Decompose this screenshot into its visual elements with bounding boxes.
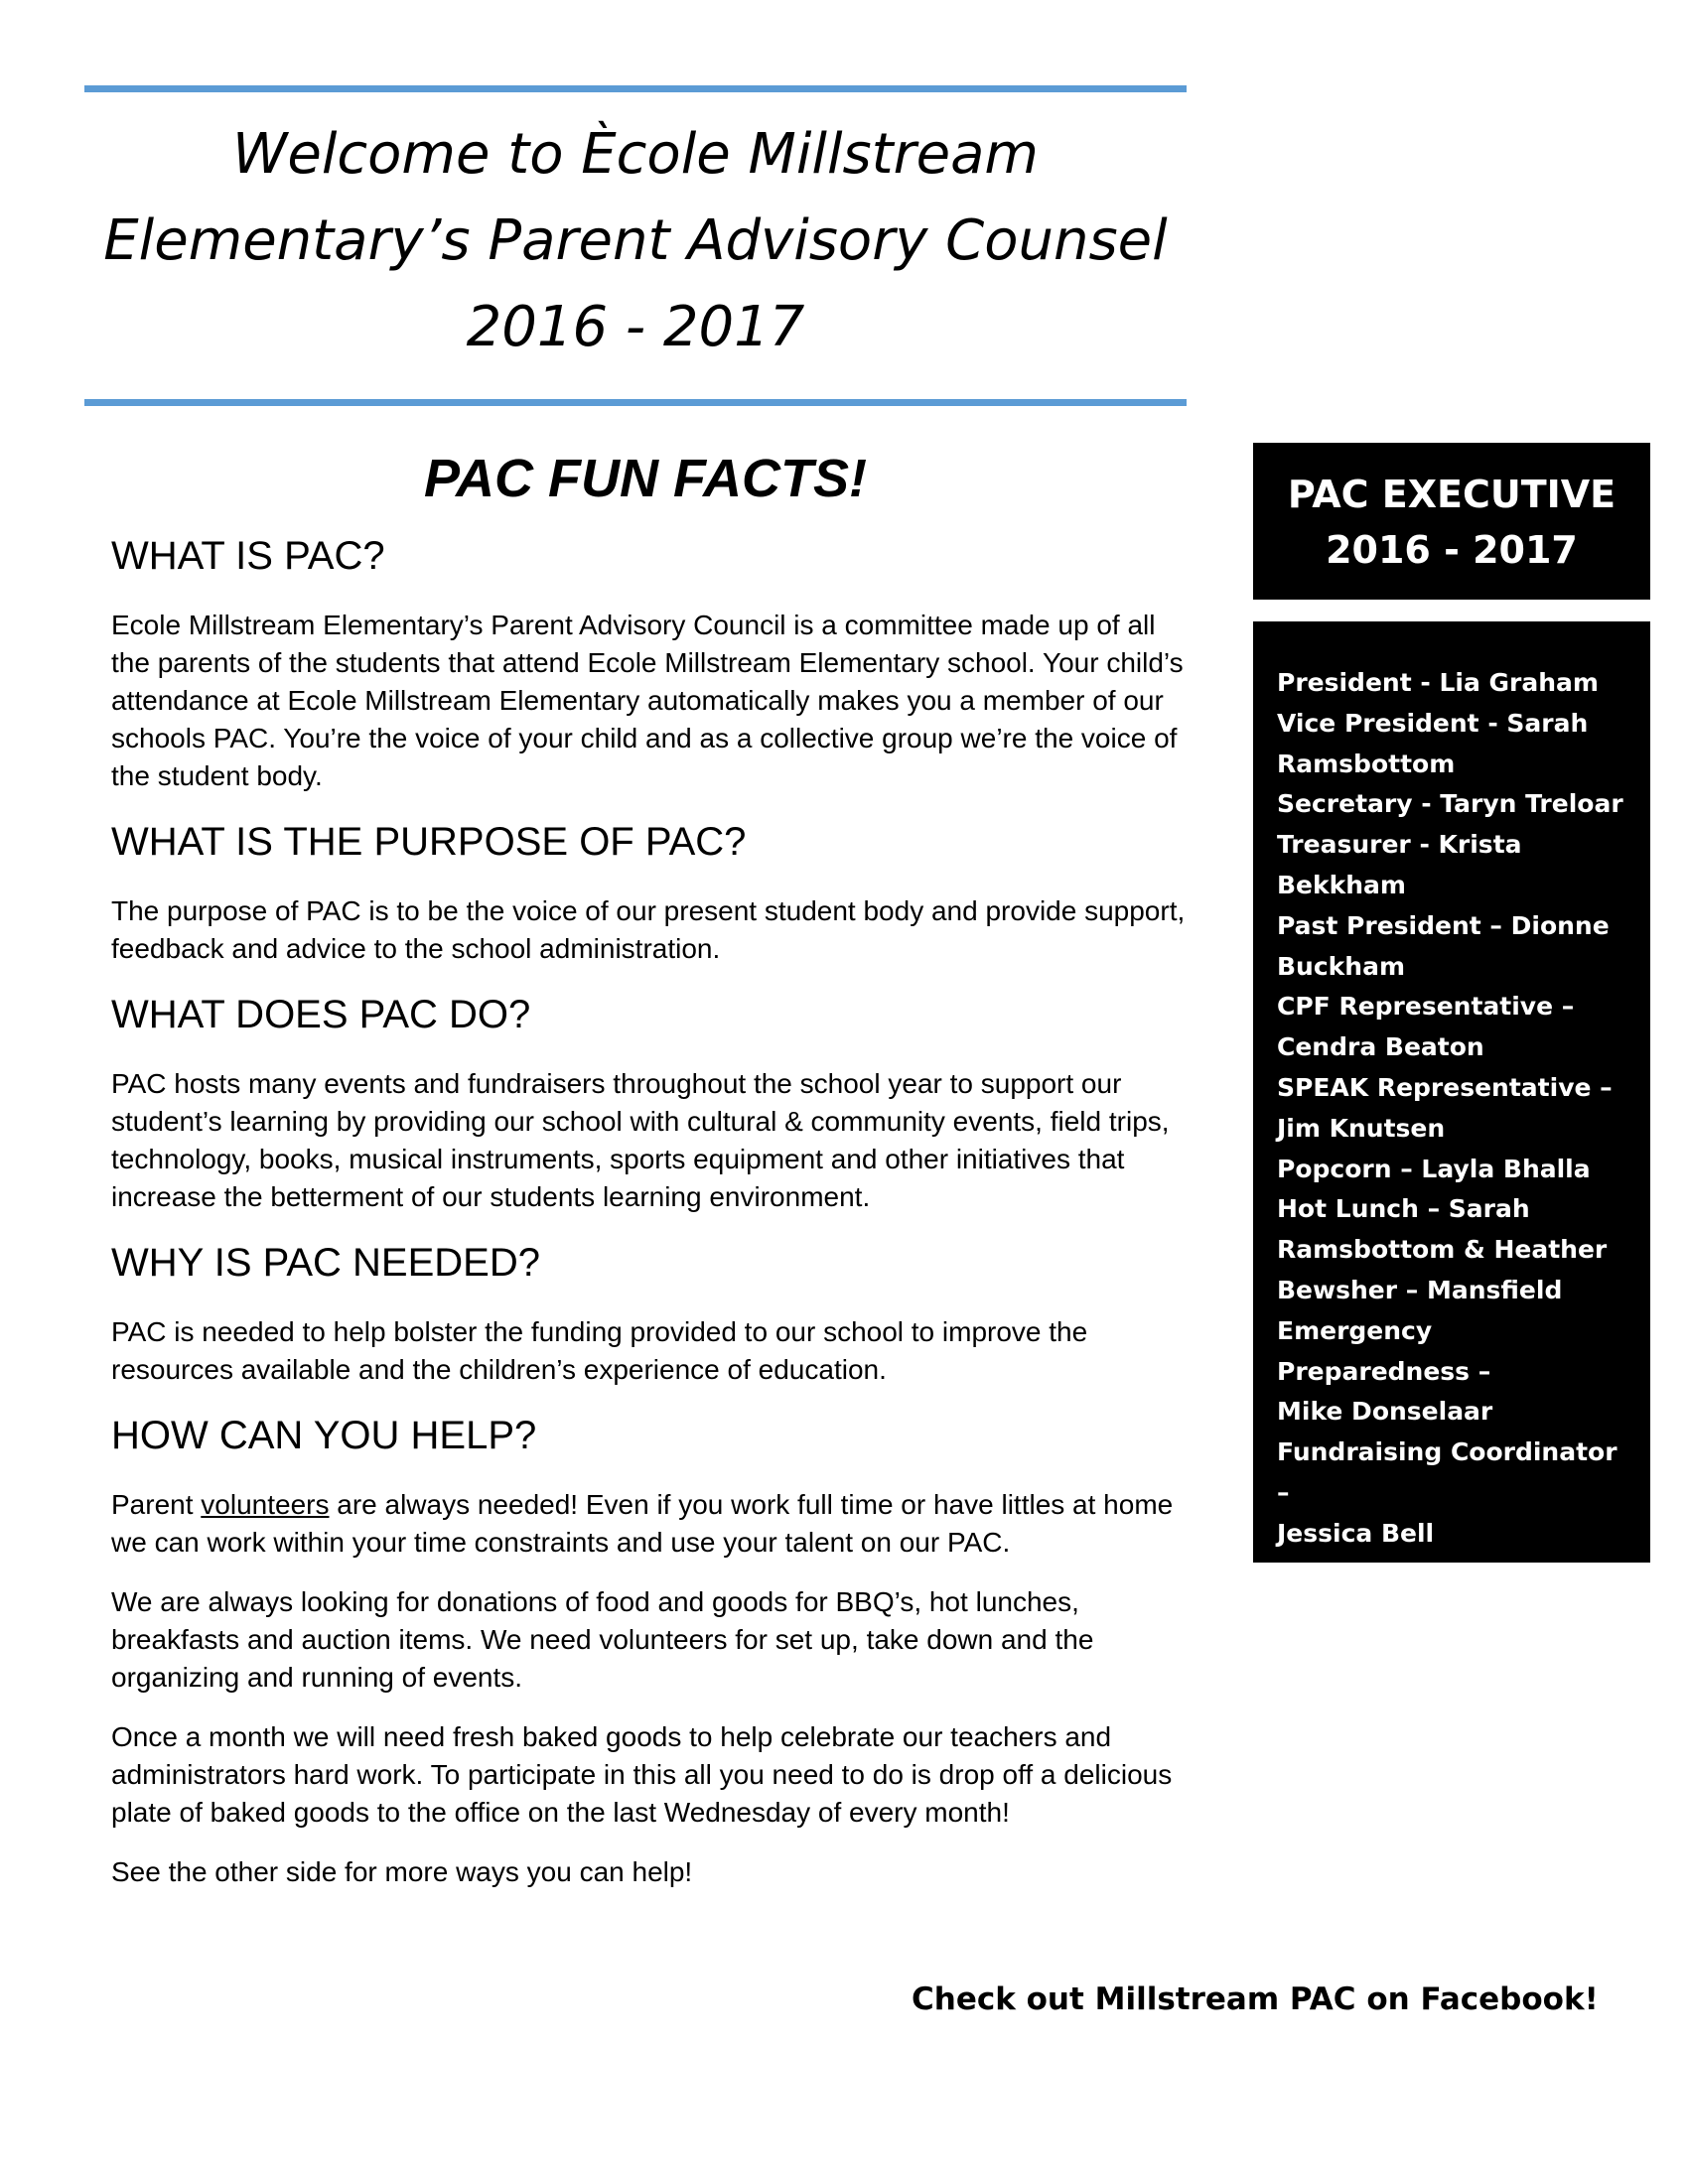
volunteers-link[interactable]: volunteers xyxy=(201,1489,330,1520)
help-paragraph-baked-goods: Once a month we will need fresh baked goods to help celebrate our teachers and administrators hard work. To participate in this all you need to do is drop off a delicious plate of baked goods to the office on the last Wednesday of every month! xyxy=(111,1721,1173,1828)
executive-line: President - Lia Graham xyxy=(1277,668,1599,697)
section-heading-help: HOW CAN YOU HELP? xyxy=(111,1414,537,1457)
top-divider xyxy=(84,85,1187,92)
executive-years: 2016 - 2017 xyxy=(1326,528,1578,572)
executive-line: Hot Lunch – Sarah xyxy=(1277,1194,1530,1224)
title-line-1: Welcome to Ècole Millstream xyxy=(232,122,1039,187)
section-text-does: PAC hosts many events and fundraisers throughout the school year to support our student’s learning by providing our school with cultural & community events, field trips, technology, books, musical instruments, sports equipment and other initiatives that increase the betterment of our students learning environment. xyxy=(111,1068,1170,1212)
section-heading-needed: WHY IS PAC NEEDED? xyxy=(111,1241,540,1285)
executive-line: Secretary - Taryn Treloar xyxy=(1277,789,1623,819)
help-paragraph-donations: We are always looking for donations of food and goods for BBQ’s, hot lunches, breakfasts and auction items. We need volunteers for set up, take down and the organizing and running of events. xyxy=(111,1586,1094,1693)
section-heading-does: WHAT DOES PAC DO? xyxy=(111,993,531,1036)
executive-line: Treasurer - Krista Bekkham xyxy=(1277,830,1522,899)
executive-line: Mike Donselaar xyxy=(1277,1397,1493,1427)
executive-line: Buckham xyxy=(1277,951,1406,981)
executive-line: CPF Representative – xyxy=(1277,992,1575,1022)
executive-line: Sign – Mark Ralph & Tracy xyxy=(1277,1559,1558,1629)
executive-line: Jessica Bell xyxy=(1277,1518,1435,1548)
help-text-after: are always needed! Even if you work full time or have littles at home we can work within your time constraints and use your talent on our PAC. xyxy=(111,1489,1174,1558)
section-text-needed: PAC is needed to help bolster the funding provided to our school to improve the resources available and the children’s experience of education. xyxy=(111,1316,1088,1385)
section-text-what-is: Ecole Millstream Elementary’s Parent Advisory Council is a committee made up of all the parents of the students that attend Ecole Millstream Elementary school. Your child’s attendance at Ecole Millstream Elementary automatically makes you a member of our schools PAC. You’re the voice of your child and as a collective group we’re the voice of the student body. xyxy=(111,610,1184,791)
executive-title: PAC EXECUTIVE xyxy=(1287,473,1617,516)
executive-line: Vice President - Sarah xyxy=(1277,708,1589,738)
executive-line: Cendra Beaton xyxy=(1277,1032,1484,1062)
executive-line: Emergency Preparedness – xyxy=(1277,1315,1491,1386)
help-paragraph-other-side: See the other side for more ways you can help! xyxy=(111,1856,693,1887)
executive-line: Jim Knutsen xyxy=(1277,1113,1446,1143)
title-line-3: 2016 - 2017 xyxy=(466,295,805,359)
title-line-2: Elementary’s Parent Advisory Counsel xyxy=(103,208,1168,273)
executive-header xyxy=(1253,443,1650,600)
page-title xyxy=(84,111,1187,370)
executive-line: SPEAK Representative – xyxy=(1277,1072,1613,1102)
executive-line: Fundraising Coordinator – xyxy=(1277,1437,1618,1507)
section-heading-purpose: WHAT IS THE PURPOSE OF PAC? xyxy=(111,820,747,864)
executive-line: Past President – Dionne xyxy=(1277,910,1610,940)
executive-line: Ramsbottom xyxy=(1277,749,1456,778)
facebook-callout: Check out Millstream PAC on Facebook! xyxy=(912,1981,1599,2017)
executive-line: Ramsbottom & Heather xyxy=(1277,1235,1608,1265)
fun-facts-heading: PAC FUN FACTS! xyxy=(424,449,867,508)
executive-list xyxy=(1253,621,1650,1670)
main-content xyxy=(111,531,1194,1913)
section-heading-what-is: WHAT IS PAC? xyxy=(111,534,385,578)
executive-line: Bewsher – Mansfield xyxy=(1277,1275,1563,1304)
help-paragraph-volunteers xyxy=(111,1486,1194,1562)
executive-line: Raven xyxy=(1277,1640,1364,1670)
help-text-before: Parent xyxy=(111,1489,202,1520)
executive-line: Popcorn – Layla Bhalla xyxy=(1277,1154,1591,1183)
bottom-divider xyxy=(84,399,1187,406)
section-text-purpose: The purpose of PAC is to be the voice of our present student body and provide support, feedback and advice to the school administration. xyxy=(111,895,1186,964)
